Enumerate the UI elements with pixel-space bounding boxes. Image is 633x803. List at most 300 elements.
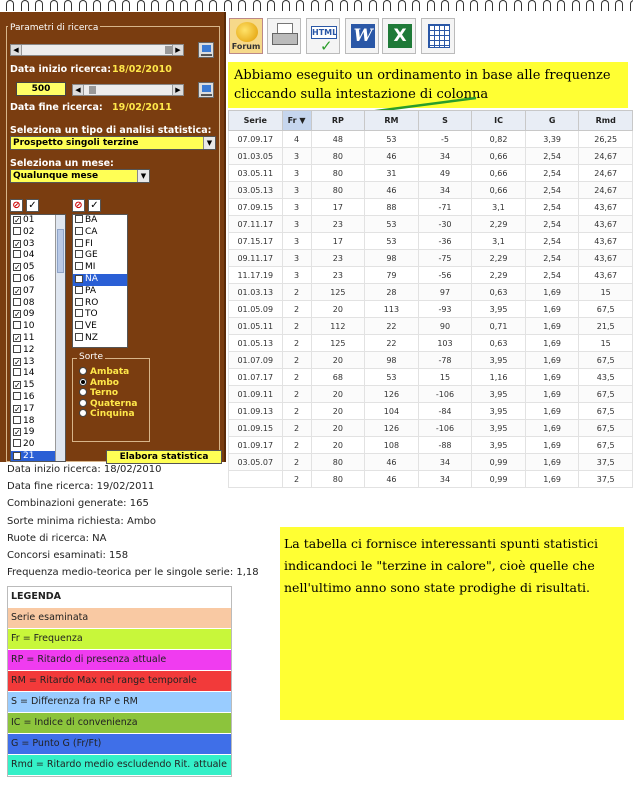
table-cell: 1,69 <box>525 471 579 488</box>
table-cell: 3,95 <box>472 403 526 420</box>
number-label: 17 <box>23 403 35 414</box>
table-cell: 3 <box>282 216 311 233</box>
table-cell: 126 <box>365 420 419 437</box>
table-cell: 2 <box>282 318 311 335</box>
table-row <box>229 216 633 233</box>
table-row <box>229 386 633 403</box>
table-row <box>229 148 633 165</box>
table-cell: 2,29 <box>472 216 526 233</box>
checkbox[interactable]: ✓ <box>14 451 21 461</box>
wheel-item[interactable] <box>73 227 127 239</box>
checkbox[interactable]: ✓ <box>14 310 21 320</box>
wheel-item[interactable] <box>73 333 127 345</box>
table-cell: 3,95 <box>472 352 526 369</box>
binding-ring <box>398 0 406 11</box>
number-label: 21 <box>23 450 35 461</box>
checkbox[interactable] <box>75 215 83 223</box>
checkbox[interactable] <box>13 274 21 282</box>
table-cell: 20 <box>311 437 365 454</box>
chevron-down-icon[interactable]: ▼ <box>137 170 149 182</box>
slider-thumb[interactable] <box>89 86 96 94</box>
binding-ring <box>238 0 246 11</box>
column-header-rmd[interactable]: Rmd <box>579 111 633 131</box>
binding-ring <box>253 0 261 11</box>
binding-ring <box>340 0 348 11</box>
table-row <box>229 165 633 182</box>
export-excel-button[interactable] <box>382 18 416 54</box>
number-label: 03 <box>23 238 35 249</box>
legend-item: Rmd = Ritardo medio escludendo Rit. attuale <box>8 755 231 776</box>
table-cell: 103 <box>418 335 472 352</box>
table-cell: 43,67 <box>579 267 633 284</box>
table-cell: 3,1 <box>472 199 526 216</box>
table-cell: 20 <box>311 301 365 318</box>
table-cell: 2,54 <box>525 182 579 199</box>
table-cell: 0,66 <box>472 148 526 165</box>
table-cell: 03.05.07 <box>229 454 283 471</box>
table-cell: 1,69 <box>525 386 579 403</box>
legend-item: Serie esaminata <box>8 608 231 629</box>
table-cell: 90 <box>418 318 472 335</box>
wheels-listbox[interactable] <box>72 214 128 348</box>
number-label: 07 <box>23 285 35 296</box>
table-cell: 01.03.05 <box>229 148 283 165</box>
slider-right-button[interactable]: ▶ <box>172 85 183 95</box>
wheel-item[interactable] <box>73 321 127 333</box>
check-all-numbers-icon[interactable]: ✓ <box>26 199 39 212</box>
table-cell: 126 <box>365 386 419 403</box>
table-cell: 43,67 <box>579 199 633 216</box>
clear-wheels-icon[interactable]: ⊘ <box>72 199 85 212</box>
html-icon: HTML <box>312 28 338 37</box>
table-cell: 108 <box>365 437 419 454</box>
analysis-type-select[interactable] <box>10 136 216 150</box>
table-cell: 80 <box>311 182 365 199</box>
checkbox[interactable]: ✓ <box>14 286 21 296</box>
legend-item: G = Punto G (Fr/Ft) <box>8 734 231 755</box>
wheel-label: RO <box>85 297 99 308</box>
table-row <box>229 131 633 148</box>
summary-line: Frequenza medio-teorica per le singole serie: 1,18 <box>7 567 259 579</box>
table-row <box>229 199 633 216</box>
number-label: 12 <box>23 344 35 355</box>
legend-title: LEGENDA <box>8 587 231 608</box>
table-cell: 1,69 <box>525 369 579 386</box>
table-cell: 07.11.17 <box>229 216 283 233</box>
sorte-label: Terno <box>90 388 119 398</box>
table-cell: 3 <box>282 148 311 165</box>
wheel-item[interactable] <box>73 274 127 286</box>
checkbox[interactable] <box>13 345 21 353</box>
checkbox[interactable]: ✓ <box>14 428 21 438</box>
table-cell: 01.07.09 <box>229 352 283 369</box>
table-cell: 43,67 <box>579 250 633 267</box>
slider-left-button[interactable]: ◀ <box>73 85 84 95</box>
scrollbar-thumb[interactable] <box>57 229 64 273</box>
table-cell: 2 <box>282 369 311 386</box>
end-date-label: Data fine ricerca: <box>10 102 103 113</box>
table-cell: 15 <box>579 284 633 301</box>
table-icon <box>428 24 450 48</box>
table-cell: 88 <box>365 199 419 216</box>
column-header-serie[interactable]: Serie <box>229 111 283 131</box>
checkbox[interactable] <box>75 239 83 247</box>
checkbox[interactable] <box>75 262 83 270</box>
binding-ring <box>485 0 493 11</box>
number-label: 16 <box>23 391 35 402</box>
annotation-sorting-note: Abbiamo eseguito un ordinamento in base alle frequenze cliccando sulla intestazione di colonna <box>228 62 628 108</box>
binding-ring <box>441 0 449 11</box>
table-cell: -36 <box>418 233 472 250</box>
check-all-wheels-icon[interactable]: ✓ <box>88 199 101 212</box>
table-row <box>229 420 633 437</box>
sorte-label: Cinquina <box>90 409 135 419</box>
table-cell: 01.07.17 <box>229 369 283 386</box>
table-cell: 22 <box>365 318 419 335</box>
forum-button[interactable] <box>229 18 263 54</box>
wheel-label: GE <box>85 250 98 261</box>
search-summary <box>7 461 259 581</box>
sorte-radio-quaterna[interactable] <box>79 399 137 409</box>
table-cell: -84 <box>418 403 472 420</box>
analysis-type-label: Seleziona un tipo di analisi statistica: <box>10 125 212 136</box>
sorte-radio-ambo[interactable] <box>79 378 119 388</box>
binding-ring <box>572 0 580 11</box>
computer-icon[interactable] <box>198 42 214 58</box>
table-cell: 2,54 <box>525 267 579 284</box>
slider-right-button[interactable]: ▶ <box>172 45 183 55</box>
number-label: 01 <box>23 215 35 225</box>
binding-ring <box>325 0 333 11</box>
checkbox[interactable] <box>75 333 83 341</box>
table-cell: -71 <box>418 199 472 216</box>
annotation-table-note: La tabella ci fornisce interessanti spunti statistici indicandoci le "terzine in calore", cioè quelle che nell'ultimo anno sono state prodighe di risultati. <box>280 527 624 720</box>
table-cell: 79 <box>365 267 419 284</box>
checkbox[interactable] <box>75 227 83 235</box>
table-row <box>229 437 633 454</box>
binding-ring <box>195 0 203 11</box>
wheel-label: BA <box>85 215 98 225</box>
table-cell: 28 <box>365 284 419 301</box>
table-cell: 0,63 <box>472 335 526 352</box>
table-cell: 67,5 <box>579 437 633 454</box>
table-cell: 23 <box>311 267 365 284</box>
table-cell: 80 <box>311 148 365 165</box>
binding-ring <box>470 0 478 11</box>
table-row <box>229 369 633 386</box>
binding-ring <box>543 0 551 11</box>
wheel-item[interactable] <box>73 298 127 310</box>
checkbox[interactable] <box>75 286 83 294</box>
table-cell: 125 <box>311 335 365 352</box>
binding-ring <box>151 0 159 11</box>
checkbox[interactable]: ✓ <box>76 274 83 284</box>
table-cell: 2,54 <box>525 199 579 216</box>
table-cell: 3 <box>282 250 311 267</box>
sorte-label: Ambo <box>90 377 119 388</box>
binding-ring <box>108 0 116 11</box>
checkbox[interactable] <box>75 309 83 317</box>
table-cell: 3 <box>282 165 311 182</box>
table-cell: -5 <box>418 131 472 148</box>
table-cell: 49 <box>418 165 472 182</box>
legend-item: S = Differenza fra RP e RM <box>8 692 231 713</box>
checkbox[interactable] <box>75 250 83 258</box>
table-cell: 67,5 <box>579 403 633 420</box>
export-table-button[interactable] <box>421 18 455 54</box>
table-cell: -56 <box>418 267 472 284</box>
binding-ring <box>166 0 174 11</box>
table-cell: 43,5 <box>579 369 633 386</box>
table-cell: -106 <box>418 386 472 403</box>
summary-line: Sorte minima richiesta: Ambo <box>7 515 157 527</box>
checkbox[interactable]: ✓ <box>14 357 21 367</box>
binding-ring <box>282 0 290 11</box>
computer-icon[interactable] <box>198 82 214 98</box>
binding-ring <box>35 0 43 11</box>
wheel-label: PA <box>85 285 97 296</box>
table-cell: 43,67 <box>579 216 633 233</box>
sorte-label: Quaterna <box>90 398 138 409</box>
table-cell: 1,69 <box>525 454 579 471</box>
summary-line: Ruote di ricerca: NA <box>7 532 107 544</box>
table-cell: 34 <box>418 454 472 471</box>
checkbox[interactable]: ✓ <box>14 216 21 225</box>
checkbox[interactable] <box>75 321 83 329</box>
table-row <box>229 284 633 301</box>
table-cell: 1,69 <box>525 301 579 318</box>
table-cell: 2 <box>282 386 311 403</box>
sorte-radio-ambata[interactable] <box>79 367 129 377</box>
table-cell: 0,63 <box>472 284 526 301</box>
binding-ring <box>64 0 72 11</box>
table-cell: 24,67 <box>579 182 633 199</box>
table-row <box>229 182 633 199</box>
table-row <box>229 301 633 318</box>
table-cell: 67,5 <box>579 386 633 403</box>
column-header-s[interactable]: S <box>418 111 472 131</box>
table-cell: 2,54 <box>525 165 579 182</box>
checkbox[interactable] <box>13 227 21 235</box>
table-cell: 24,67 <box>579 148 633 165</box>
binding-ring <box>586 0 594 11</box>
search-parameters-panel <box>0 12 226 462</box>
table-cell: 53 <box>365 216 419 233</box>
table-row <box>229 233 633 250</box>
table-cell: 21,5 <box>579 318 633 335</box>
wheel-label: TO <box>85 309 98 320</box>
analysis-type-value: Prospetto singoli terzine <box>13 138 139 148</box>
binding-ring <box>21 0 29 11</box>
checkbox[interactable]: ✓ <box>14 404 21 414</box>
table-cell: 2,54 <box>525 250 579 267</box>
wheel-item[interactable] <box>73 239 127 251</box>
table-cell: 17 <box>311 233 365 250</box>
number-label: 11 <box>23 332 35 343</box>
table-cell: -106 <box>418 420 472 437</box>
table-cell: 2,54 <box>525 148 579 165</box>
binding-ring <box>267 0 275 11</box>
checkbox[interactable] <box>75 298 83 306</box>
table-cell: 3 <box>282 199 311 216</box>
elabora-statistica-button[interactable]: Elabora statistica <box>106 450 222 464</box>
wheel-item[interactable] <box>73 286 127 298</box>
checkbox[interactable] <box>13 368 21 376</box>
summary-line: Data inizio ricerca: 18/02/2010 <box>7 464 162 475</box>
count-input[interactable]: 500 <box>16 82 66 96</box>
table-cell: -93 <box>418 301 472 318</box>
table-cell: 2,54 <box>525 216 579 233</box>
column-header-rm[interactable]: RM <box>365 111 419 131</box>
summary-line: Combinazioni generate: 165 <box>7 498 149 510</box>
wheel-label: NZ <box>85 332 98 343</box>
table-cell: 2 <box>282 471 311 488</box>
table-cell: 1,16 <box>472 369 526 386</box>
table-cell: 01.09.15 <box>229 420 283 437</box>
binding-ring <box>615 0 623 11</box>
table-cell: 46 <box>365 182 419 199</box>
table-cell: 3,95 <box>472 437 526 454</box>
table-cell: 1,69 <box>525 318 579 335</box>
table-cell: 80 <box>311 454 365 471</box>
table-row <box>229 352 633 369</box>
table-cell: 3 <box>282 267 311 284</box>
checkbox[interactable] <box>13 392 21 400</box>
table-cell: 0,99 <box>472 454 526 471</box>
table-cell: 0,66 <box>472 182 526 199</box>
table-cell: 4 <box>282 131 311 148</box>
word-icon: W <box>351 24 375 48</box>
checkbox[interactable] <box>13 298 21 306</box>
table-cell: 3 <box>282 182 311 199</box>
number-label: 02 <box>23 226 35 237</box>
export-word-button[interactable] <box>345 18 379 54</box>
wheel-item[interactable] <box>73 309 127 321</box>
table-row <box>229 250 633 267</box>
chevron-down-icon[interactable]: ▼ <box>203 137 215 149</box>
table-cell: 67,5 <box>579 420 633 437</box>
start-date-slider[interactable] <box>10 44 184 56</box>
summary-line: Data fine ricerca: 19/02/2011 <box>7 481 155 493</box>
table-cell: 34 <box>418 471 472 488</box>
number-label: 06 <box>23 273 35 284</box>
table-cell: 20 <box>311 352 365 369</box>
table-cell: 1,69 <box>525 284 579 301</box>
table-cell: 3,95 <box>472 301 526 318</box>
table-cell: 01.05.09 <box>229 301 283 318</box>
table-cell: 98 <box>365 250 419 267</box>
table-cell: 07.09.17 <box>229 131 283 148</box>
end-date-slider[interactable] <box>72 84 184 96</box>
table-cell: 2 <box>282 420 311 437</box>
slider-left-button[interactable]: ◀ <box>11 45 22 55</box>
number-label: 13 <box>23 356 35 367</box>
table-cell: 3,95 <box>472 420 526 437</box>
column-header-rp[interactable]: RP <box>311 111 365 131</box>
column-header-fr[interactable]: Fr ▼ <box>282 111 311 131</box>
summary-line: Concorsi esaminati: 158 <box>7 550 129 562</box>
results-table <box>228 110 633 488</box>
number-label: 05 <box>23 262 35 273</box>
wheel-item[interactable] <box>73 262 127 274</box>
table-cell: 53 <box>365 233 419 250</box>
wheel-label: CA <box>85 226 98 237</box>
clear-numbers-icon[interactable]: ⊘ <box>10 199 23 212</box>
wheels-list <box>73 215 127 345</box>
table-cell: 01.09.17 <box>229 437 283 454</box>
checkbox[interactable]: ✓ <box>14 381 21 391</box>
binding-ring <box>427 0 435 11</box>
table-cell: -30 <box>418 216 472 233</box>
export-html-button[interactable] <box>306 18 340 54</box>
table-cell: 80 <box>311 165 365 182</box>
checkbox[interactable]: ✓ <box>14 333 21 343</box>
table-cell: 3,39 <box>525 131 579 148</box>
checkbox[interactable] <box>13 250 21 258</box>
column-header-g[interactable]: G <box>525 111 579 131</box>
table-row <box>229 335 633 352</box>
table-cell: 1,69 <box>525 335 579 352</box>
month-value: Qualunque mese <box>13 171 99 181</box>
table-cell: 53 <box>365 131 419 148</box>
sorte-radio-terno[interactable] <box>79 388 118 398</box>
table-cell: -78 <box>418 352 472 369</box>
table-cell: -88 <box>418 437 472 454</box>
table-cell: 112 <box>311 318 365 335</box>
number-label: 09 <box>23 309 35 320</box>
legend-item: Fr = Frequenza <box>8 629 231 650</box>
numbers-scrollbar[interactable] <box>55 215 65 462</box>
table-cell: 22 <box>365 335 419 352</box>
binding-ring <box>50 0 58 11</box>
number-label: 20 <box>23 439 35 450</box>
binding-ring <box>354 0 362 11</box>
table-row <box>229 471 633 488</box>
checkbox[interactable]: ✓ <box>14 263 21 273</box>
checkbox[interactable]: ✓ <box>14 239 21 249</box>
results-table-container <box>228 110 633 484</box>
table-cell: 17 <box>311 199 365 216</box>
table-cell: 113 <box>365 301 419 318</box>
wheel-item[interactable] <box>73 250 127 262</box>
sorte-radio-cinquina[interactable] <box>79 409 135 419</box>
numbers-listbox[interactable] <box>10 214 66 462</box>
table-cell: 37,5 <box>579 454 633 471</box>
binding-ring <box>601 0 609 11</box>
print-button[interactable] <box>267 18 301 54</box>
wheel-item[interactable] <box>73 215 127 227</box>
slider-thumb[interactable] <box>165 46 172 54</box>
binding-ring <box>499 0 507 11</box>
table-cell: 07.15.17 <box>229 233 283 250</box>
month-select[interactable] <box>10 169 150 183</box>
table-cell: 2 <box>282 335 311 352</box>
binding-ring <box>514 0 522 11</box>
binding-ring <box>528 0 536 11</box>
table-cell: 104 <box>365 403 419 420</box>
fieldset-title: Parametri di ricerca <box>10 23 99 33</box>
column-header-ic[interactable]: IC <box>472 111 526 131</box>
checkbox[interactable] <box>13 321 21 329</box>
table-cell: 37,5 <box>579 471 633 488</box>
binding-ring <box>383 0 391 11</box>
binding-ring <box>93 0 101 11</box>
checkbox[interactable] <box>13 439 21 447</box>
number-label: 19 <box>23 427 35 438</box>
number-label: 15 <box>23 380 35 391</box>
checkbox[interactable] <box>13 416 21 424</box>
binding-ring <box>369 0 377 11</box>
